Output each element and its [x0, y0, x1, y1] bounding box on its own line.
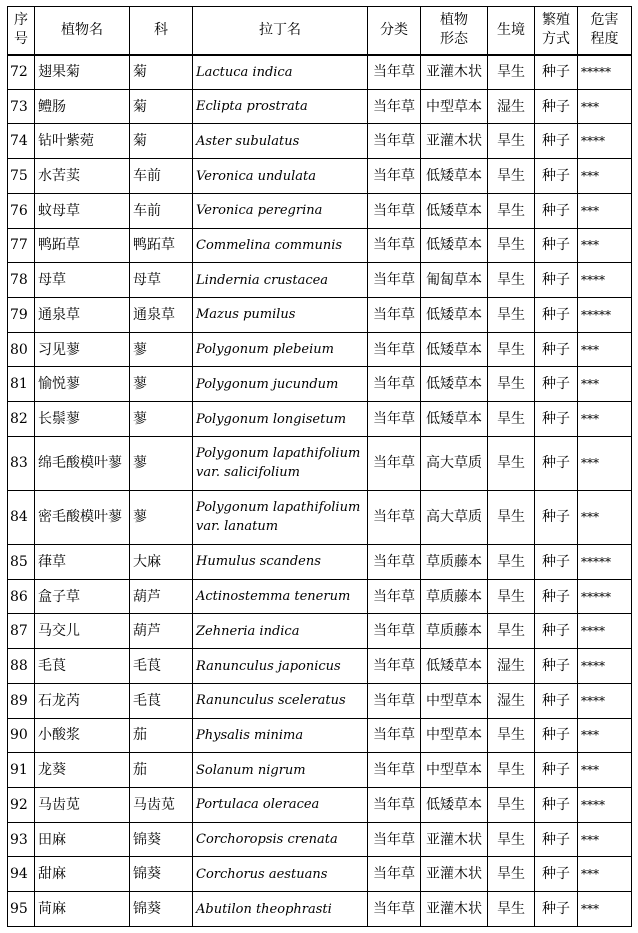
latin-name-line: var. lanatum	[196, 519, 279, 535]
cell-family: 大麻	[130, 545, 193, 580]
cell-latin	[193, 579, 368, 614]
plant-table	[7, 6, 632, 927]
cell-habitat: 旱生	[488, 753, 535, 788]
cell-name: 苘麻	[35, 892, 130, 927]
cell-reproduction: 种子	[535, 193, 578, 228]
cell-hazard: ****	[578, 263, 632, 298]
cell-hazard: *****	[578, 579, 632, 614]
cell-form: 亚灌木状	[421, 857, 488, 892]
cell-no: 90	[8, 718, 35, 753]
cell-category: 当年草	[368, 753, 421, 788]
cell-reproduction: 种子	[535, 367, 578, 402]
cell-form: 匍匐草本	[421, 263, 488, 298]
cell-hazard: ***	[578, 193, 632, 228]
cell-hazard: ***	[578, 89, 632, 124]
cell-latin	[193, 298, 368, 333]
latin-name-line: Physalis minima	[196, 727, 304, 743]
cell-name: 水苦荬	[35, 159, 130, 194]
table-row	[8, 649, 632, 684]
cell-latin	[193, 490, 368, 544]
cell-family: 葫芦	[130, 579, 193, 614]
cell-hazard: ****	[578, 614, 632, 649]
cell-hazard: ***	[578, 490, 632, 544]
latin-name-line: Aster subulatus	[196, 133, 300, 149]
table-row	[8, 332, 632, 367]
cell-reproduction: 种子	[535, 718, 578, 753]
cell-form: 低矮草本	[421, 788, 488, 823]
cell-family: 菊	[130, 55, 193, 90]
cell-reproduction: 种子	[535, 683, 578, 718]
cell-hazard: ***	[578, 367, 632, 402]
cell-reproduction: 种子	[535, 579, 578, 614]
cell-latin	[193, 545, 368, 580]
cell-family: 通泉草	[130, 298, 193, 333]
table-row	[8, 545, 632, 580]
table-row	[8, 892, 632, 927]
cell-family: 锦葵	[130, 892, 193, 927]
cell-family: 蓼	[130, 402, 193, 437]
cell-name: 鳢肠	[35, 89, 130, 124]
cell-category: 当年草	[368, 788, 421, 823]
cell-category: 当年草	[368, 579, 421, 614]
latin-name-line: Solanum nigrum	[196, 762, 306, 778]
cell-hazard: ***	[578, 892, 632, 927]
cell-category: 当年草	[368, 614, 421, 649]
cell-habitat: 旱生	[488, 298, 535, 333]
latin-name-line: Commelina communis	[196, 237, 343, 253]
cell-no: 81	[8, 367, 35, 402]
cell-form: 低矮草本	[421, 649, 488, 684]
cell-name: 石龙芮	[35, 683, 130, 718]
cell-no: 94	[8, 857, 35, 892]
cell-latin	[193, 263, 368, 298]
cell-hazard: ***	[578, 436, 632, 490]
table-row	[8, 579, 632, 614]
cell-latin	[193, 753, 368, 788]
cell-category: 当年草	[368, 718, 421, 753]
cell-no: 89	[8, 683, 35, 718]
header-row	[8, 7, 632, 55]
cell-habitat: 旱生	[488, 822, 535, 857]
cell-no: 82	[8, 402, 35, 437]
cell-reproduction: 种子	[535, 490, 578, 544]
header-no: 序 号	[8, 7, 35, 55]
cell-no: 83	[8, 436, 35, 490]
cell-family: 蓼	[130, 367, 193, 402]
cell-hazard: ***	[578, 718, 632, 753]
header-hazard: 危害 程度	[578, 7, 632, 55]
cell-habitat: 旱生	[488, 332, 535, 367]
header-name: 植物名	[35, 7, 130, 55]
cell-latin	[193, 367, 368, 402]
cell-latin	[193, 614, 368, 649]
header-family: 科	[130, 7, 193, 55]
latin-name-line: Corchoropsis crenata	[196, 832, 338, 848]
cell-form: 低矮草本	[421, 367, 488, 402]
cell-name: 钻叶紫菀	[35, 124, 130, 159]
latin-name-line: Polygonum longisetum	[196, 411, 347, 427]
cell-reproduction: 种子	[535, 857, 578, 892]
cell-category: 当年草	[368, 89, 421, 124]
cell-reproduction: 种子	[535, 649, 578, 684]
cell-hazard: ***	[578, 822, 632, 857]
latin-name-line: Mazus pumilus	[196, 307, 296, 323]
cell-category: 当年草	[368, 683, 421, 718]
cell-name: 习见蓼	[35, 332, 130, 367]
cell-habitat: 旱生	[488, 788, 535, 823]
cell-name: 马交儿	[35, 614, 130, 649]
cell-family: 茄	[130, 753, 193, 788]
header-reproduction: 繁殖 方式	[535, 7, 578, 55]
cell-form: 草质藤本	[421, 545, 488, 580]
cell-no: 79	[8, 298, 35, 333]
cell-reproduction: 种子	[535, 788, 578, 823]
cell-hazard: ***	[578, 857, 632, 892]
cell-hazard: *****	[578, 545, 632, 580]
cell-no: 95	[8, 892, 35, 927]
cell-reproduction: 种子	[535, 55, 578, 90]
cell-form: 高大草质	[421, 436, 488, 490]
table-row	[8, 490, 632, 544]
cell-habitat: 旱生	[488, 228, 535, 263]
cell-habitat: 旱生	[488, 892, 535, 927]
latin-name-line: Zehneria indica	[196, 623, 300, 639]
latin-name-line: Corchorus aestuans	[196, 866, 328, 882]
cell-reproduction: 种子	[535, 228, 578, 263]
latin-name-line: Polygonum jucundum	[196, 376, 339, 392]
cell-family: 菊	[130, 124, 193, 159]
table-row	[8, 298, 632, 333]
cell-habitat: 旱生	[488, 367, 535, 402]
cell-form: 高大草质	[421, 490, 488, 544]
cell-latin	[193, 332, 368, 367]
cell-latin	[193, 55, 368, 90]
cell-name: 绵毛酸模叶蓼	[35, 436, 130, 490]
cell-form: 亚灌木状	[421, 55, 488, 90]
cell-family: 毛茛	[130, 649, 193, 684]
table-row	[8, 124, 632, 159]
cell-hazard: ****	[578, 649, 632, 684]
cell-form: 中型草本	[421, 683, 488, 718]
cell-form: 亚灌木状	[421, 124, 488, 159]
cell-hazard: ***	[578, 332, 632, 367]
cell-family: 蓼	[130, 436, 193, 490]
table-row	[8, 614, 632, 649]
cell-name: 盒子草	[35, 579, 130, 614]
cell-form: 低矮草本	[421, 402, 488, 437]
cell-habitat: 旱生	[488, 614, 535, 649]
cell-form: 亚灌木状	[421, 822, 488, 857]
cell-hazard: ***	[578, 228, 632, 263]
cell-no: 72	[8, 55, 35, 90]
cell-category: 当年草	[368, 367, 421, 402]
cell-no: 76	[8, 193, 35, 228]
cell-family: 锦葵	[130, 822, 193, 857]
table-row	[8, 436, 632, 490]
latin-name-line: Ranunculus japonicus	[196, 658, 341, 674]
cell-name: 蚊母草	[35, 193, 130, 228]
cell-name: 密毛酸模叶蓼	[35, 490, 130, 544]
cell-habitat: 旱生	[488, 545, 535, 580]
cell-reproduction: 种子	[535, 436, 578, 490]
cell-latin	[193, 718, 368, 753]
cell-hazard: ***	[578, 159, 632, 194]
cell-habitat: 旱生	[488, 124, 535, 159]
cell-no: 80	[8, 332, 35, 367]
cell-habitat: 湿生	[488, 649, 535, 684]
cell-family: 锦葵	[130, 857, 193, 892]
latin-name-line: Abutilon theophrasti	[196, 901, 332, 917]
cell-reproduction: 种子	[535, 614, 578, 649]
cell-habitat: 旱生	[488, 490, 535, 544]
cell-habitat: 旱生	[488, 55, 535, 90]
cell-hazard: ****	[578, 683, 632, 718]
cell-category: 当年草	[368, 124, 421, 159]
latin-name-line: Eclipta prostrata	[196, 99, 308, 115]
cell-no: 92	[8, 788, 35, 823]
cell-no: 75	[8, 159, 35, 194]
cell-hazard: ***	[578, 402, 632, 437]
cell-reproduction: 种子	[535, 89, 578, 124]
cell-family: 蓼	[130, 332, 193, 367]
cell-hazard: ****	[578, 788, 632, 823]
latin-name-line: Polygonum lapathifolium	[196, 500, 361, 516]
cell-reproduction: 种子	[535, 159, 578, 194]
cell-category: 当年草	[368, 892, 421, 927]
cell-category: 当年草	[368, 228, 421, 263]
cell-name: 田麻	[35, 822, 130, 857]
cell-category: 当年草	[368, 193, 421, 228]
table-row	[8, 788, 632, 823]
table-row	[8, 857, 632, 892]
cell-reproduction: 种子	[535, 298, 578, 333]
cell-no: 88	[8, 649, 35, 684]
cell-latin	[193, 402, 368, 437]
cell-category: 当年草	[368, 545, 421, 580]
cell-form: 低矮草本	[421, 332, 488, 367]
cell-no: 91	[8, 753, 35, 788]
latin-name-line: Humulus scandens	[196, 554, 321, 570]
cell-name: 龙葵	[35, 753, 130, 788]
cell-name: 甜麻	[35, 857, 130, 892]
cell-no: 74	[8, 124, 35, 159]
cell-habitat: 旱生	[488, 402, 535, 437]
cell-reproduction: 种子	[535, 124, 578, 159]
cell-form: 中型草本	[421, 89, 488, 124]
cell-no: 87	[8, 614, 35, 649]
cell-form: 低矮草本	[421, 228, 488, 263]
cell-latin	[193, 857, 368, 892]
cell-latin	[193, 788, 368, 823]
cell-habitat: 旱生	[488, 193, 535, 228]
cell-category: 当年草	[368, 490, 421, 544]
cell-no: 84	[8, 490, 35, 544]
cell-family: 车前	[130, 159, 193, 194]
cell-latin	[193, 436, 368, 490]
cell-name: 小酸浆	[35, 718, 130, 753]
table-row	[8, 193, 632, 228]
cell-category: 当年草	[368, 402, 421, 437]
table-row	[8, 683, 632, 718]
latin-name-line: Lindernia crustacea	[196, 272, 329, 288]
table-row	[8, 89, 632, 124]
cell-family: 毛茛	[130, 683, 193, 718]
cell-habitat: 旱生	[488, 263, 535, 298]
cell-form: 中型草本	[421, 753, 488, 788]
cell-hazard: *****	[578, 298, 632, 333]
latin-name-line: Actinostemma tenerum	[196, 589, 351, 605]
cell-latin	[193, 124, 368, 159]
cell-name: 葎草	[35, 545, 130, 580]
cell-category: 当年草	[368, 857, 421, 892]
cell-category: 当年草	[368, 649, 421, 684]
table-row	[8, 753, 632, 788]
table-row	[8, 367, 632, 402]
cell-latin	[193, 649, 368, 684]
cell-hazard: ****	[578, 124, 632, 159]
cell-name: 愉悦蓼	[35, 367, 130, 402]
latin-name-line: Veronica undulata	[196, 168, 316, 184]
table-body	[8, 55, 632, 927]
latin-name-line: var. salicifolium	[196, 465, 300, 481]
cell-form: 亚灌木状	[421, 892, 488, 927]
cell-hazard: ***	[578, 753, 632, 788]
cell-family: 蓼	[130, 490, 193, 544]
header-habitat: 生境	[488, 7, 535, 55]
cell-reproduction: 种子	[535, 892, 578, 927]
cell-reproduction: 种子	[535, 545, 578, 580]
cell-name: 长鬃蓼	[35, 402, 130, 437]
cell-latin	[193, 193, 368, 228]
cell-form: 草质藤本	[421, 614, 488, 649]
latin-name-line: Portulaca oleracea	[196, 797, 320, 813]
cell-family: 茄	[130, 718, 193, 753]
cell-no: 78	[8, 263, 35, 298]
cell-latin	[193, 892, 368, 927]
table-row	[8, 55, 632, 90]
cell-reproduction: 种子	[535, 402, 578, 437]
latin-name-line: Veronica peregrina	[196, 203, 323, 219]
table-row	[8, 228, 632, 263]
cell-category: 当年草	[368, 436, 421, 490]
cell-habitat: 旱生	[488, 159, 535, 194]
cell-no: 93	[8, 822, 35, 857]
header-category: 分类	[368, 7, 421, 55]
cell-form: 低矮草本	[421, 159, 488, 194]
cell-no: 86	[8, 579, 35, 614]
cell-family: 菊	[130, 89, 193, 124]
latin-name-line: Ranunculus sceleratus	[196, 693, 346, 709]
cell-name: 马齿苋	[35, 788, 130, 823]
cell-name: 毛茛	[35, 649, 130, 684]
cell-category: 当年草	[368, 822, 421, 857]
cell-latin	[193, 683, 368, 718]
cell-latin	[193, 228, 368, 263]
cell-habitat: 旱生	[488, 718, 535, 753]
cell-category: 当年草	[368, 298, 421, 333]
latin-name-line: Lactuca indica	[196, 64, 293, 80]
cell-family: 车前	[130, 193, 193, 228]
table-row	[8, 263, 632, 298]
cell-reproduction: 种子	[535, 332, 578, 367]
cell-family: 葫芦	[130, 614, 193, 649]
cell-habitat: 湿生	[488, 683, 535, 718]
cell-habitat: 湿生	[488, 89, 535, 124]
header-form: 植物 形态	[421, 7, 488, 55]
cell-hazard: *****	[578, 55, 632, 90]
table-row	[8, 159, 632, 194]
cell-family: 母草	[130, 263, 193, 298]
cell-no: 73	[8, 89, 35, 124]
cell-category: 当年草	[368, 55, 421, 90]
cell-latin	[193, 89, 368, 124]
cell-reproduction: 种子	[535, 263, 578, 298]
header-latin: 拉丁名	[193, 7, 368, 55]
latin-name-line: Polygonum lapathifolium	[196, 446, 361, 462]
cell-category: 当年草	[368, 332, 421, 367]
cell-family: 马齿苋	[130, 788, 193, 823]
cell-latin	[193, 159, 368, 194]
cell-form: 低矮草本	[421, 193, 488, 228]
cell-reproduction: 种子	[535, 753, 578, 788]
cell-no: 85	[8, 545, 35, 580]
latin-name-line: Polygonum plebeium	[196, 342, 334, 358]
cell-form: 草质藤本	[421, 579, 488, 614]
table-row	[8, 822, 632, 857]
cell-no: 77	[8, 228, 35, 263]
cell-habitat: 旱生	[488, 579, 535, 614]
cell-form: 中型草本	[421, 718, 488, 753]
cell-category: 当年草	[368, 159, 421, 194]
cell-category: 当年草	[368, 263, 421, 298]
cell-reproduction: 种子	[535, 822, 578, 857]
table-row	[8, 718, 632, 753]
table-row	[8, 402, 632, 437]
cell-latin	[193, 822, 368, 857]
cell-name: 鸭跖草	[35, 228, 130, 263]
cell-form: 低矮草本	[421, 298, 488, 333]
cell-family: 鸭跖草	[130, 228, 193, 263]
cell-habitat: 旱生	[488, 436, 535, 490]
cell-name: 母草	[35, 263, 130, 298]
cell-name: 翅果菊	[35, 55, 130, 90]
cell-name: 通泉草	[35, 298, 130, 333]
cell-habitat: 旱生	[488, 857, 535, 892]
